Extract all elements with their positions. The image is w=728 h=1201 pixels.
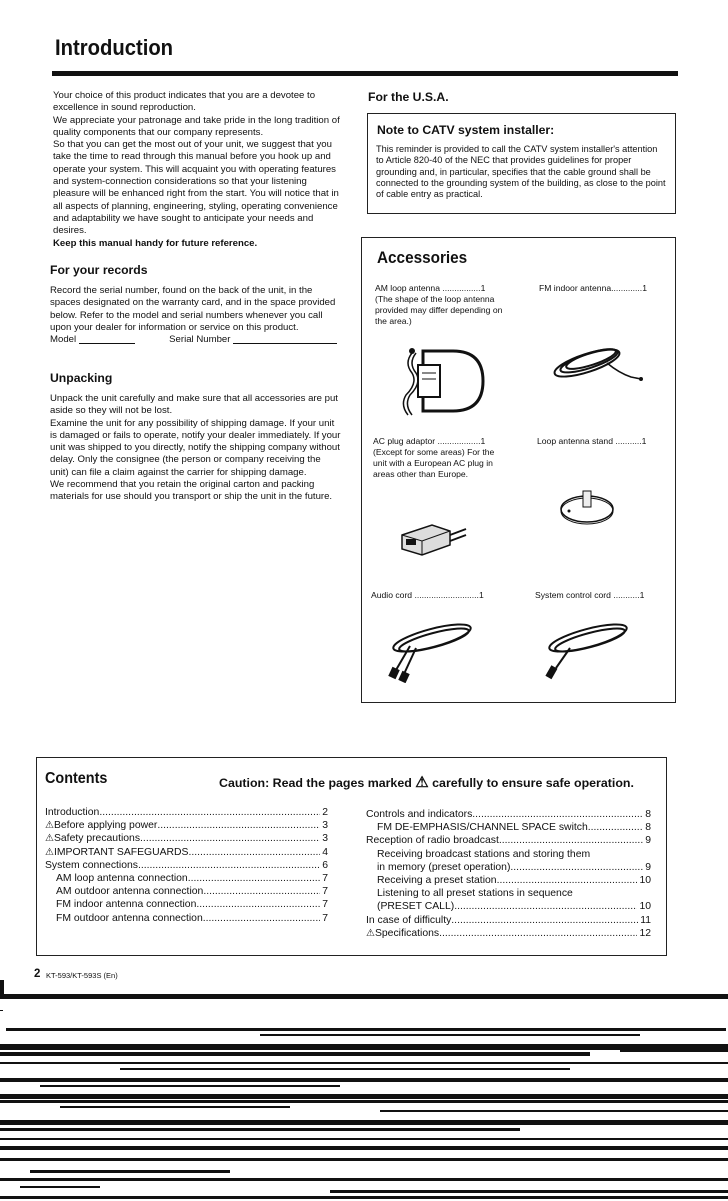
toc-leader	[588, 821, 643, 834]
accessories-heading: Accessories	[377, 248, 468, 267]
toc-entry	[366, 887, 651, 900]
warning-triangle-icon: ⚠	[45, 833, 54, 845]
catv-note-heading: Note to CATV system installer:	[377, 123, 555, 137]
toc-entry	[366, 861, 651, 874]
accessory-label: FM indoor antenna	[539, 283, 612, 293]
scan-stripe	[0, 1178, 728, 1181]
toc-page: 7	[322, 873, 328, 885]
accessory-qty: 1	[639, 590, 645, 600]
toc-page: 7	[322, 886, 328, 898]
toc-label: Receiving a preset station	[377, 875, 497, 887]
keep-manual-note: Keep this manual handy for future reference.	[53, 237, 258, 249]
toc-leader	[510, 861, 643, 874]
toc-label: System connections	[45, 859, 138, 871]
accessory-control-cord: System control cord ...........1	[535, 590, 645, 600]
scan-stripe	[0, 1146, 728, 1150]
scan-artifact	[0, 994, 728, 999]
records-heading: For your records	[50, 263, 148, 277]
accessory-qty: 1	[480, 436, 486, 446]
toc-page: 3	[322, 833, 328, 845]
scan-stripe	[120, 1068, 570, 1070]
toc-page: 9	[645, 861, 651, 873]
toc-label: Reception of radio broadcast	[366, 835, 499, 847]
usa-heading: For the U.S.A.	[368, 90, 449, 104]
warning-triangle-icon: ⚠	[45, 820, 54, 832]
toc-entry	[45, 806, 328, 819]
contents-list-right	[366, 808, 651, 940]
accessory-label: Loop antenna stand	[537, 436, 613, 446]
toc-leader	[157, 819, 320, 832]
accessory-qty: 1	[641, 436, 647, 446]
toc-page: 4	[322, 846, 328, 858]
scan-stripe	[0, 1094, 728, 1099]
scan-stripe	[0, 1158, 728, 1161]
toc-leader	[451, 914, 638, 927]
toc-label: (PRESET CALL)	[377, 901, 455, 913]
toc-label: Listening to all preset stations in sequence	[377, 888, 573, 900]
toc-leader	[472, 808, 643, 821]
toc-entry	[366, 848, 651, 861]
catv-note-text: This reminder is provided to call the CATV system installer's attention to Article 820-40 of the NEC that provides guidelines for proper grounding and, in particular, specifies that the cable ground shall be connected to the grounding system of the building, as close to the point of cable entry as practical.	[376, 144, 666, 200]
records-section	[50, 285, 341, 346]
toc-leader	[138, 859, 320, 872]
plug-adaptor-icon	[392, 513, 472, 563]
contents-list-left	[45, 806, 328, 925]
caution-text: carefully to ensure safe operation.	[432, 776, 634, 790]
accessory-label: AM loop antenna	[375, 283, 440, 293]
scan-stripe	[0, 1128, 520, 1131]
toc-leader	[189, 846, 321, 859]
scan-stripe	[620, 1050, 728, 1052]
accessory-loop-stand: Loop antenna stand ...........1	[537, 436, 647, 446]
accessory-label: Audio cord	[371, 590, 413, 600]
unpacking-paragraph: Examine the unit for any possibility of shipping damage. If your unit is damaged or fails to operate, notify your dealer immediately. If your unit was shipped to you directly, notify the shipping company without delay. Only the consignee (the person or company receiving the unit) can file a claim against the carrier for shipping damage.	[50, 417, 341, 478]
control-cord-icon	[540, 618, 635, 683]
toc-entry	[366, 874, 651, 887]
toc-page: 10	[639, 901, 651, 913]
toc-leader	[203, 885, 320, 898]
scan-stripe	[20, 1186, 100, 1188]
toc-entry	[45, 885, 328, 898]
model-label: Model	[50, 334, 77, 346]
toc-entry	[45, 832, 328, 845]
toc-label: Safety precautions	[53, 833, 141, 845]
contents-box	[36, 757, 667, 956]
serial-form	[50, 334, 341, 346]
toc-leader	[188, 872, 321, 885]
fm-antenna-icon	[547, 333, 647, 388]
toc-leader	[499, 834, 643, 847]
toc-entry	[366, 900, 651, 913]
scan-stripe	[0, 1052, 590, 1056]
scan-stripe	[0, 1196, 728, 1199]
accessories-box	[361, 237, 676, 703]
accessory-audio-cord: Audio cord ...........................1	[371, 590, 484, 600]
toc-page: 12	[639, 927, 651, 939]
toc-label: Specifications	[374, 927, 440, 939]
scan-stripe	[260, 1034, 640, 1036]
accessory-fm-indoor: FM indoor antenna.............1	[539, 283, 647, 293]
model-code: KT-593/KT-593S (En)	[46, 971, 118, 980]
toc-label: FM indoor antenna connection	[56, 899, 197, 911]
accessory-am-loop: AM loop antenna ................1 (The shape of the loop antenna provided may differ depending on the area.)	[375, 283, 505, 327]
toc-page: 10	[639, 875, 651, 887]
toc-label: IMPORTANT SAFEGUARDS	[53, 846, 189, 858]
accessory-ac-plug: AC plug adaptor ..................1 (Except for some areas) For the unit with a European AC plug in areas other than Europe.	[373, 436, 503, 480]
toc-entry	[45, 819, 328, 832]
toc-label: FM outdoor antenna connection	[56, 912, 203, 924]
toc-entry	[366, 808, 651, 821]
toc-page: 8	[645, 809, 651, 820]
toc-page: 7	[322, 899, 328, 911]
toc-label: Controls and indicators	[366, 809, 473, 820]
page-number: 2	[34, 968, 41, 980]
toc-page: 3	[322, 820, 328, 832]
scan-stripe	[0, 1120, 728, 1125]
toc-page: 9	[645, 835, 651, 847]
toc-leader	[140, 832, 320, 845]
catv-note-box	[367, 113, 676, 214]
toc-entry	[45, 872, 328, 885]
page-title: Introduction	[55, 35, 174, 60]
title-rule	[52, 71, 678, 76]
caution-text: Caution: Read the pages marked	[219, 776, 412, 790]
scan-stripe	[0, 1078, 728, 1082]
unpacking-section	[50, 393, 341, 504]
accessory-label: AC plug adaptor	[373, 436, 436, 446]
intro-paragraph: Your choice of this product indicates that you are a devotee to excellence in sound reproduction.	[53, 90, 316, 114]
accessory-qty: 1	[478, 590, 484, 600]
toc-entry	[45, 898, 328, 911]
warning-triangle-icon: ⚠	[366, 927, 375, 939]
toc-leader	[454, 900, 637, 913]
toc-label: In case of difficulty	[366, 914, 452, 926]
intro-paragraph: We appreciate your patronage and take pride in the long tradition of quality components that our company represents.	[53, 114, 340, 138]
scan-stripe	[0, 1044, 728, 1050]
accessory-note: (The shape of the loop antenna provided may differ depending on the area.)	[375, 294, 503, 326]
toc-page: 8	[645, 822, 651, 834]
toc-leader	[203, 912, 320, 925]
toc-label: Before applying power	[53, 820, 158, 832]
scan-stripe	[0, 1100, 728, 1103]
accessory-label: System control cord	[535, 590, 611, 600]
toc-label: in memory (preset operation)	[377, 861, 511, 873]
scan-stripe	[40, 1085, 340, 1087]
unpacking-heading: Unpacking	[50, 371, 113, 385]
scan-stripe	[380, 1110, 728, 1112]
scan-stripe	[6, 1028, 726, 1031]
warning-triangle-icon: ⚠	[45, 846, 54, 858]
toc-page: 2	[322, 807, 328, 818]
accessory-qty: 1	[480, 283, 486, 293]
toc-page: 7	[322, 912, 328, 924]
toc-page: 6	[322, 859, 328, 871]
scan-stripe	[30, 1170, 230, 1173]
toc-label: AM outdoor antenna connection	[56, 886, 204, 898]
toc-entry	[366, 821, 651, 834]
toc-entry	[45, 912, 328, 925]
caution-line	[219, 773, 634, 791]
toc-leader	[439, 927, 637, 940]
toc-entry	[366, 914, 651, 927]
intro-section	[53, 90, 343, 250]
toc-entry	[366, 927, 651, 940]
serial-label: Serial Number	[169, 334, 231, 346]
toc-page: 11	[640, 914, 651, 926]
toc-leader	[99, 806, 320, 819]
contents-heading: Contents	[45, 770, 108, 787]
warning-triangle-icon: ⚠	[415, 774, 429, 791]
intro-paragraph: So that you can get the most out of your unit, we suggest that you take the time to read through this manual before you hook up and operate your system. This will acquaint you with operating features and system-connection considerations so that your listening pleasure will be enhanced right from the start. You will notice that in all aspects of planning, engineering, styling, operating convenience and adaptability we have sought to anticipate your needs and desires.	[53, 139, 339, 237]
unpacking-paragraph: Unpack the unit carefully and make sure that all accessories are put aside so they will not be lost.	[50, 393, 338, 417]
scan-stripe	[0, 1062, 728, 1064]
toc-label: Receiving broadcast stations and storing them	[377, 848, 591, 860]
toc-entry	[45, 859, 328, 872]
loop-antenna-icon	[398, 343, 488, 418]
toc-label: FM DE-EMPHASIS/CHANNEL SPACE switch	[377, 822, 588, 834]
toc-leader	[497, 874, 638, 887]
model-blank	[79, 343, 135, 344]
toc-leader	[196, 898, 320, 911]
scan-stripe	[0, 1010, 3, 1011]
toc-entry	[366, 834, 651, 847]
scan-stripe	[0, 1138, 728, 1140]
serial-blank	[233, 343, 337, 344]
audio-cord-icon	[382, 618, 477, 683]
toc-label: AM loop antenna connection	[56, 873, 188, 885]
scan-stripe	[330, 1190, 728, 1193]
scan-stripe	[60, 1106, 290, 1108]
antenna-stand-icon	[557, 483, 617, 528]
accessory-note: (Except for some areas) For the unit with a European AC plug in areas other than Europe.	[373, 447, 495, 479]
toc-entry	[45, 846, 328, 859]
toc-label: Introduction	[45, 807, 100, 818]
unpacking-paragraph: We recommend that you retain the original carton and packing materials for use should you transport or ship the unit in the future.	[50, 479, 333, 503]
accessory-qty: 1	[642, 283, 647, 293]
records-text: Record the serial number, found on the back of the unit, in the spaces designated on the warranty card, and in the space provided below. Refer to the model and serial numbers whenever you call upon your dealer for information or service on this product.	[50, 285, 336, 333]
